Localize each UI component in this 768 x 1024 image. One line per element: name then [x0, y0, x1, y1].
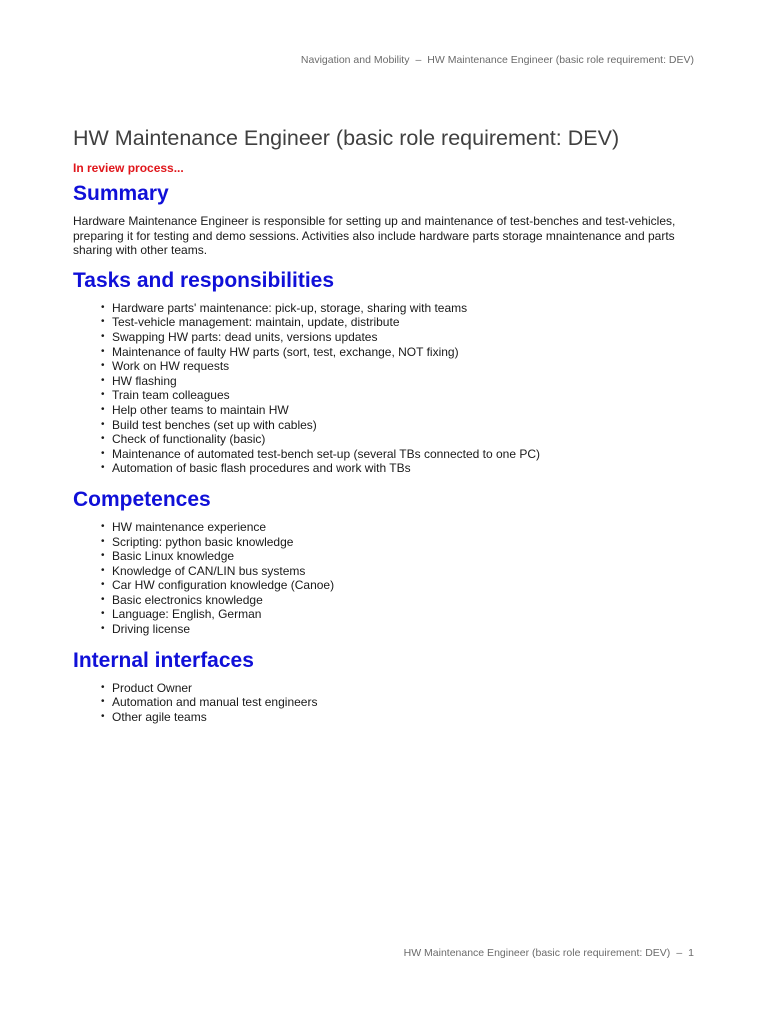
list-item	[101, 593, 695, 608]
list-item-text: Language: English, German	[112, 607, 262, 622]
list-item	[101, 432, 695, 447]
list-item-text: Maintenance of automated test-bench set-up (several TBs connected to one PC)	[112, 446, 541, 461]
header-section: Navigation and Mobility	[300, 54, 410, 66]
list-item	[101, 403, 695, 418]
list-item	[101, 710, 695, 725]
list-item	[101, 359, 695, 374]
bullet-icon: •	[101, 316, 105, 328]
bullet-icon: •	[101, 447, 105, 459]
list-item-text: Other agile teams	[112, 709, 207, 724]
bullet-icon: •	[101, 579, 105, 591]
document-title: HW Maintenance Engineer (basic role requirement: DEV)	[73, 126, 620, 150]
list-item-text: Product Owner	[112, 680, 193, 695]
list-item	[101, 607, 695, 622]
list-item	[101, 622, 695, 637]
list-item	[101, 578, 695, 593]
interfaces-list	[73, 681, 695, 725]
list-item-text: Basic Linux knowledge	[112, 549, 235, 564]
list-item	[101, 315, 695, 330]
bullet-icon: •	[101, 623, 105, 635]
list-item-text: Build test benches (set up with cables)	[112, 417, 317, 432]
header-doc-title: HW Maintenance Engineer (basic role requirement: DEV)	[427, 54, 694, 66]
bullet-icon: •	[101, 710, 105, 722]
footer-doc-title: HW Maintenance Engineer (basic role requirement: DEV)	[403, 947, 671, 959]
list-item	[101, 447, 695, 462]
tasks-list	[73, 301, 695, 476]
list-item-text: Hardware parts' maintenance: pick-up, storage, sharing with teams	[112, 300, 468, 315]
list-item	[101, 535, 695, 550]
header-separator: –	[415, 54, 422, 66]
list-item	[101, 374, 695, 389]
list-item-text: Basic electronics knowledge	[112, 592, 263, 607]
competences-list	[73, 520, 695, 637]
list-item-text: Automation of basic flash procedures and work with TBs	[112, 461, 411, 476]
bullet-icon: •	[101, 681, 105, 693]
summary-heading: Summary	[73, 182, 169, 205]
list-item	[101, 549, 695, 564]
list-item	[101, 418, 695, 433]
bullet-icon: •	[101, 330, 105, 342]
list-item	[101, 461, 695, 476]
bullet-icon: •	[101, 608, 105, 620]
list-item-text: Help other teams to maintain HW	[112, 402, 289, 417]
interfaces-heading: Internal interfaces	[73, 648, 254, 672]
bullet-icon: •	[101, 550, 105, 562]
list-item	[101, 301, 695, 316]
list-item	[101, 520, 695, 535]
list-item-text: Train team colleagues	[112, 388, 230, 403]
bullet-icon: •	[101, 593, 105, 605]
footer-separator: –	[676, 947, 683, 959]
list-item-text: Work on HW requests	[112, 359, 230, 374]
bullet-icon: •	[101, 374, 105, 386]
bullet-icon: •	[101, 462, 105, 474]
page-number: 1	[688, 947, 694, 959]
tasks-heading: Tasks and responsibilities	[73, 268, 335, 292]
list-item-text: Scripting: python basic knowledge	[112, 534, 294, 549]
list-item-text: HW maintenance experience	[112, 519, 267, 534]
bullet-icon: •	[101, 535, 105, 547]
list-item	[101, 564, 695, 579]
page-header	[301, 54, 694, 66]
list-item	[101, 695, 695, 710]
bullet-icon: •	[101, 433, 105, 445]
bullet-icon: •	[101, 696, 105, 708]
list-item-text: Maintenance of faulty HW parts (sort, test, exchange, NOT fixing)	[112, 344, 459, 359]
document-body	[73, 124, 695, 724]
bullet-icon: •	[101, 403, 105, 415]
list-item-text: Knowledge of CAN/LIN bus systems	[112, 563, 306, 578]
bullet-icon: •	[101, 520, 105, 532]
competences-heading: Competences	[73, 487, 211, 511]
list-item-text: Check of functionality (basic)	[112, 432, 266, 447]
list-item	[101, 330, 695, 345]
list-item	[101, 681, 695, 696]
list-item	[101, 345, 695, 360]
list-item	[101, 388, 695, 403]
list-item-text: Test-vehicle management: maintain, update, distribute	[112, 315, 400, 330]
bullet-icon: •	[101, 345, 105, 357]
bullet-icon: •	[101, 564, 105, 576]
list-item-text: Automation and manual test engineers	[112, 695, 318, 710]
list-item-text: Car HW configuration knowledge (Canoe)	[112, 578, 335, 593]
bullet-icon: •	[101, 418, 105, 430]
bullet-icon: •	[101, 301, 105, 313]
list-item-text: Swapping HW parts: dead units, versions updates	[112, 329, 378, 344]
list-item-text: Driving license	[112, 622, 191, 637]
bullet-icon: •	[101, 360, 105, 372]
summary-text: Hardware Maintenance Engineer is responsible for setting up and maintenance of test-benches and test-vehicles, preparing it for testing and demo sessions. Activities also include hardware parts storage mnaintenance and parts sharing with other teams.	[73, 214, 676, 258]
page-footer	[404, 947, 694, 959]
bullet-icon: •	[101, 389, 105, 401]
review-status: In review process...	[73, 161, 184, 175]
list-item-text: HW flashing	[112, 373, 177, 388]
